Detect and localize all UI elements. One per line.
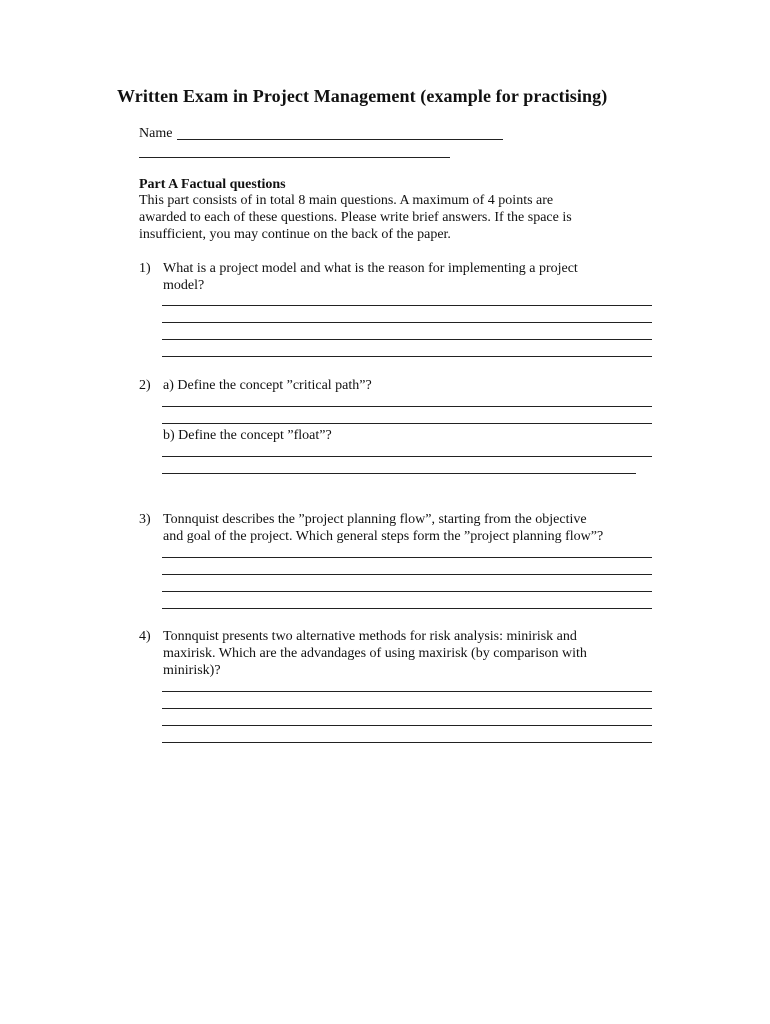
question-number: 4)	[139, 629, 151, 644]
answer-line[interactable]	[162, 339, 652, 340]
answer-line[interactable]	[162, 423, 652, 424]
answer-line[interactable]	[162, 305, 652, 306]
question-number: 1)	[139, 261, 151, 276]
answer-line[interactable]	[162, 473, 636, 474]
question-text: model?	[163, 278, 205, 293]
part-a-intro-line: awarded to each of these questions. Please write brief answers. If the space is	[139, 210, 572, 225]
question-subpart-text: b) Define the concept ”float”?	[163, 428, 332, 443]
answer-line[interactable]	[162, 742, 652, 743]
question-text: Tonnquist describes the ”project planning flow”, starting from the objective	[163, 512, 587, 527]
answer-line[interactable]	[162, 322, 652, 323]
question-number: 3)	[139, 512, 151, 527]
answer-line[interactable]	[162, 608, 652, 609]
answer-line[interactable]	[162, 406, 652, 407]
part-a-intro-line: This part consists of in total 8 main questions. A maximum of 4 points are	[139, 193, 554, 208]
answer-line[interactable]	[162, 557, 652, 558]
part-a-heading: Part A Factual questions	[139, 177, 286, 192]
question-text: minirisk)?	[163, 663, 221, 678]
answer-line[interactable]	[162, 574, 652, 575]
question-text: What is a project model and what is the reason for implementing a project	[163, 261, 578, 276]
name-label: Name	[139, 126, 173, 141]
question-number: 2)	[139, 378, 151, 393]
answer-line[interactable]	[162, 708, 652, 709]
answer-line[interactable]	[162, 591, 652, 592]
name-line-2[interactable]	[139, 157, 450, 158]
answer-line[interactable]	[162, 356, 652, 357]
answer-line[interactable]	[162, 725, 652, 726]
question-text: a) Define the concept ”critical path”?	[163, 378, 372, 393]
part-a-intro-line: insufficient, you may continue on the back of the paper.	[139, 227, 451, 242]
answer-line[interactable]	[162, 691, 652, 692]
exam-title: Written Exam in Project Management (example for practising)	[117, 86, 608, 106]
name-line-1[interactable]	[177, 139, 503, 140]
question-text: and goal of the project. Which general steps form the ”project planning flow”?	[163, 529, 604, 544]
question-text: Tonnquist presents two alternative methods for risk analysis: minirisk and	[163, 629, 577, 644]
answer-line[interactable]	[162, 456, 652, 457]
question-text: maxirisk. Which are the advandages of using maxirisk (by comparison with	[163, 646, 587, 661]
